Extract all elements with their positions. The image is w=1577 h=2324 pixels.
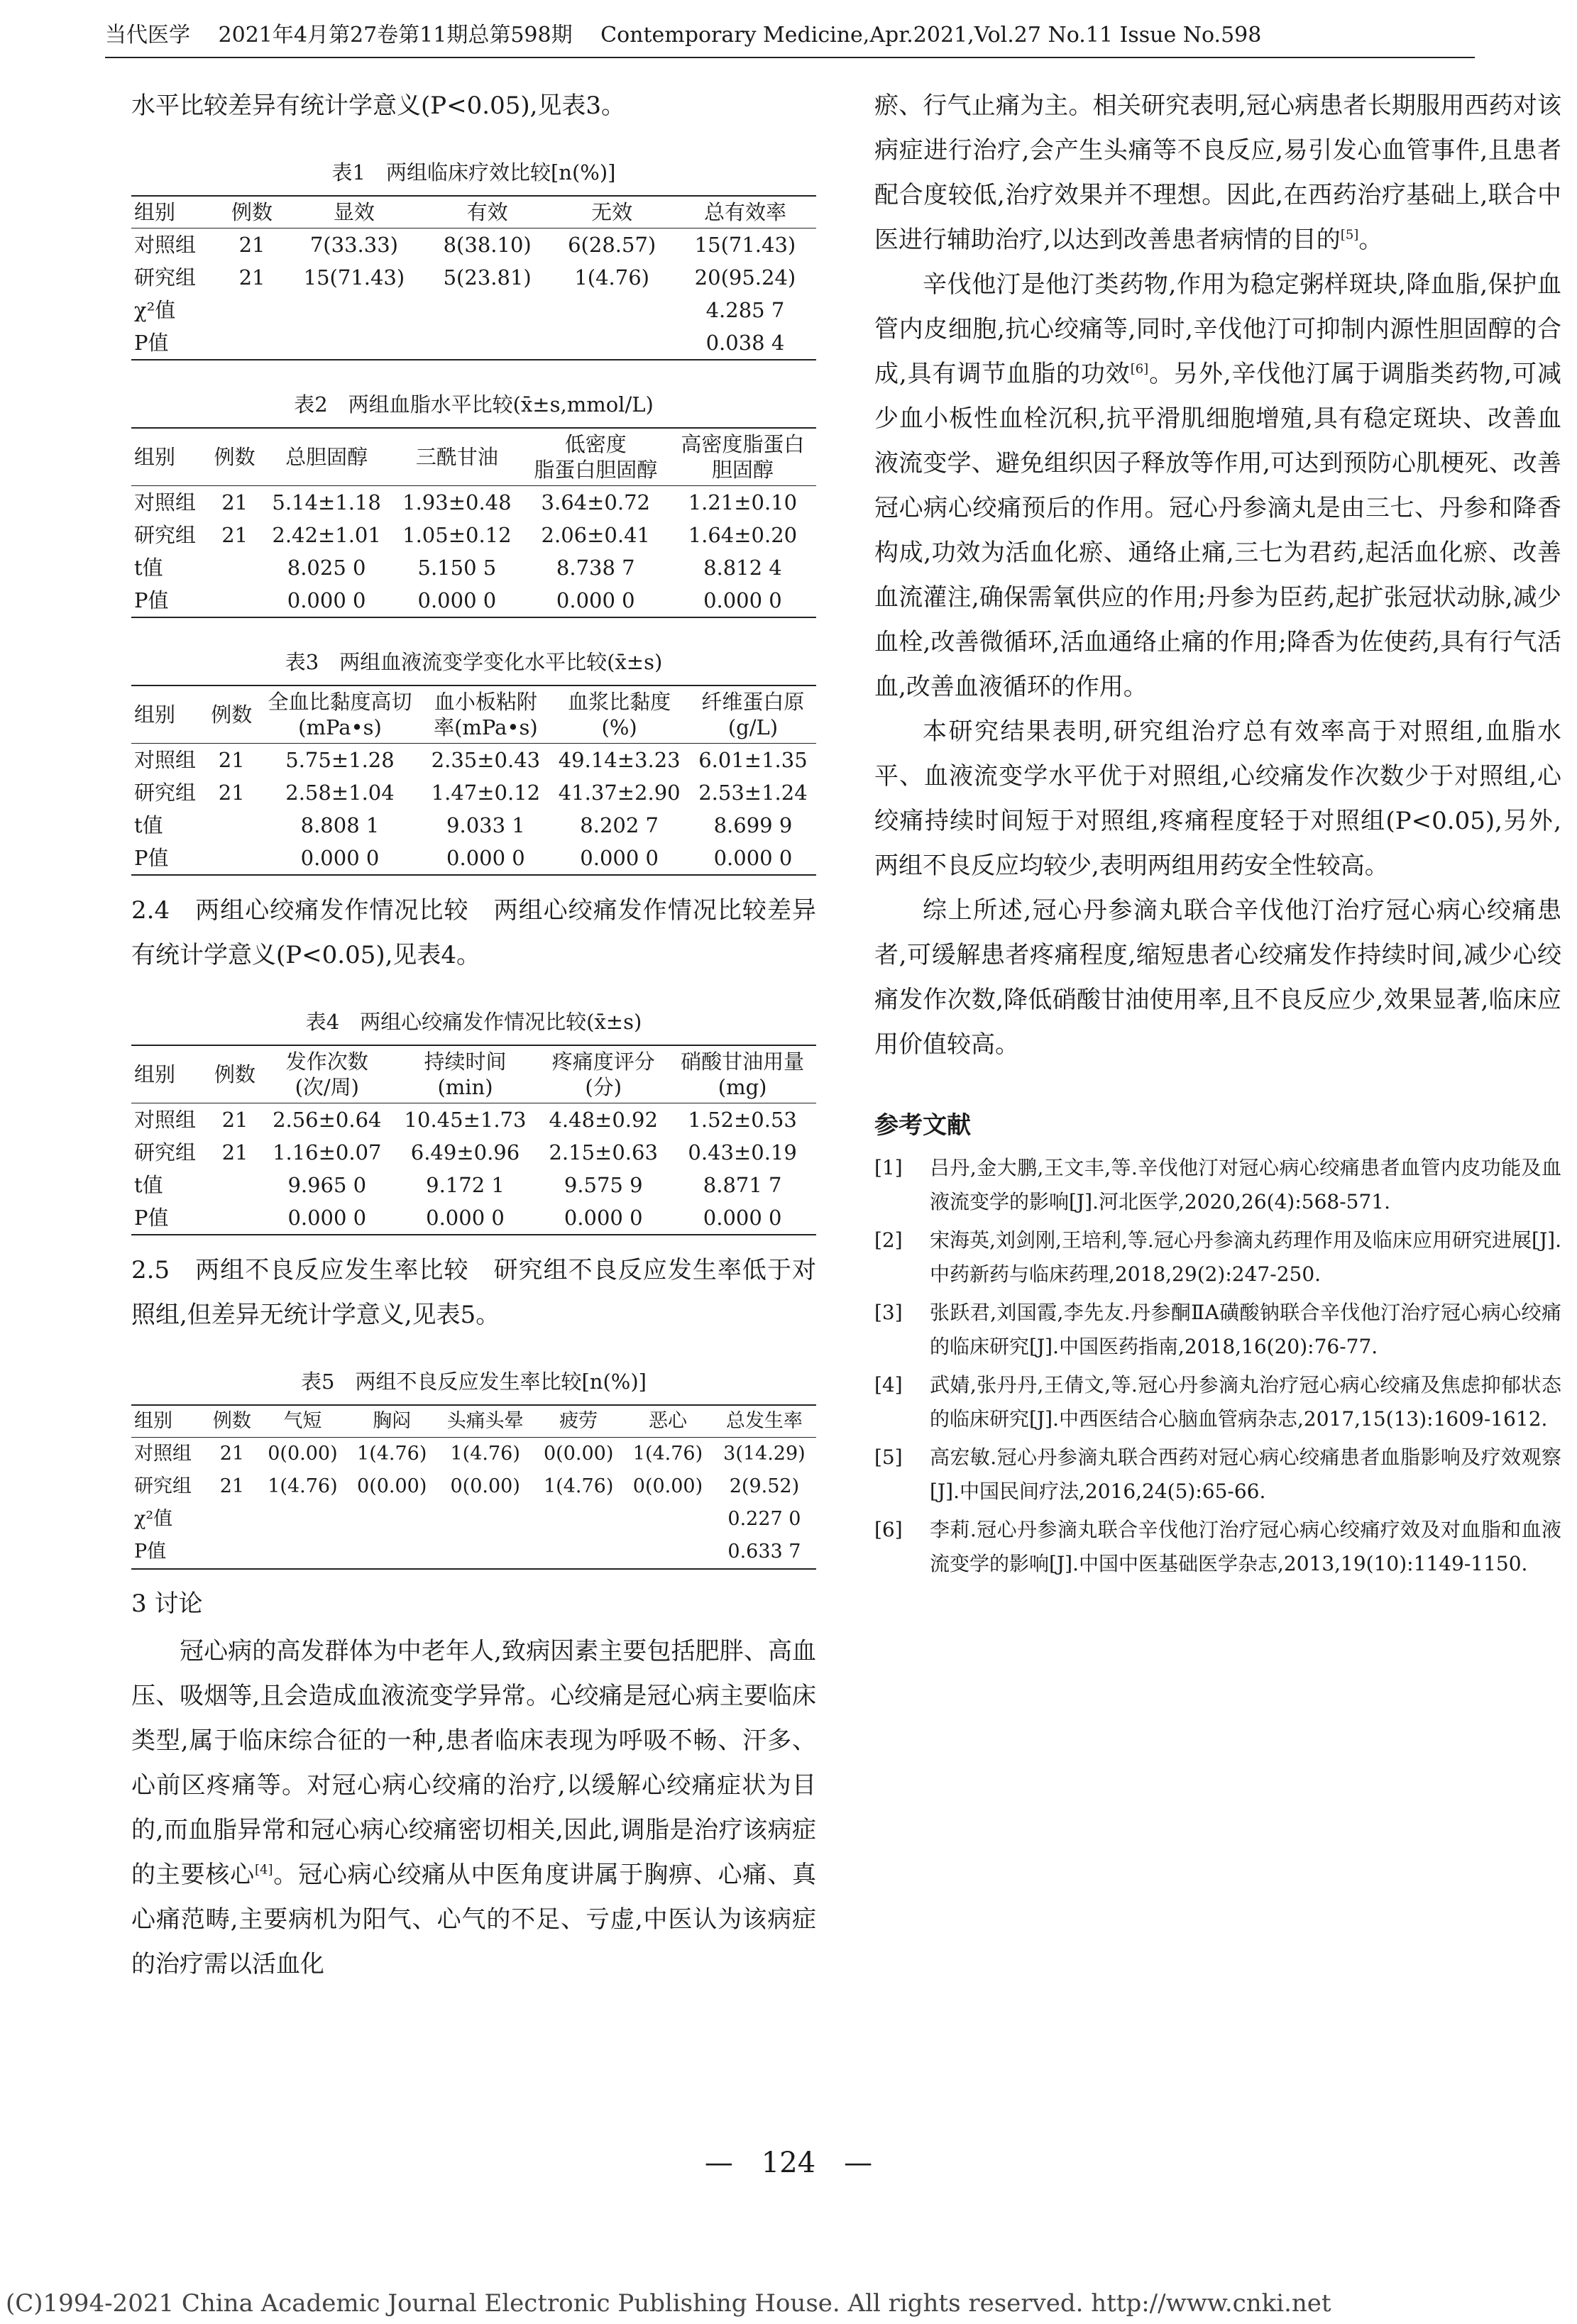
intro-paragraph: 水平比较差异有统计学意义(P<0.05),见表3。 <box>131 92 626 120</box>
table-header: 总发生率 <box>713 1405 816 1438</box>
table-cell: 21 <box>218 748 245 772</box>
reference-number: [5] <box>874 1445 903 1469</box>
table-cell: 7(33.33) <box>309 233 398 257</box>
table-cell: 8.738 7 <box>556 556 635 580</box>
table-row <box>131 1470 816 1503</box>
table-cell: 5.75±1.28 <box>285 748 395 772</box>
table2 <box>131 427 816 618</box>
table-cell: 0.000 0 <box>287 1206 367 1230</box>
left-column <box>131 84 816 1987</box>
table-row <box>131 228 816 262</box>
table-row <box>131 1136 816 1169</box>
simvastatin-paragraph: 辛伐他汀是他汀类药物,作用为稳定粥样斑块,降血脂,保护血管内皮细胞,抗心绞痛等,同时,辛伐他汀可抑制内源性胆固醇的合成,具有调节血脂的功效[6]。另外,辛伐他汀属于调脂类药物,可减少血小板性血栓沉积,抗平滑肌细胞增殖,具有稳定斑块、改善血液流变学、避免组织因子释放等作用,可达到预防心肌梗死、改善冠心病心绞痛预后的作用。冠心丹参滴丸是由三七、丹参和降香构成,功效为活血化瘀、通络止痛,三七为君药,起活血化瘀、改善血流灌注,确保需氧供应的作用;丹参为臣药,起扩张冠状动脉,减少血栓,改善微循环,活血通络止痛的作用;降香为佐使药,具有行气活血,改善血液循环的作用。 <box>874 270 1561 701</box>
table-cell: 21 <box>221 1108 248 1132</box>
table3 <box>131 685 816 876</box>
table-row <box>131 842 816 875</box>
table-cell: 15(71.43) <box>694 233 796 257</box>
table-header: 例数 <box>206 1405 258 1438</box>
table-cell: 8.812 4 <box>703 556 782 580</box>
table-header: 有效 <box>425 196 550 228</box>
citation-ref: [6] <box>1130 361 1149 377</box>
table2-caption: 表2 两组血脂水平比较(x̄±s,mmol/L) <box>294 392 654 417</box>
table-cell: 0.038 4 <box>705 331 785 355</box>
table-cell: P值 <box>134 1206 169 1230</box>
table-cell: 研究组 <box>134 265 197 290</box>
discussion-continued: 瘀、行气止痛为主。相关研究表明,冠心病患者长期服用西药对该病症进行治疗,会产生头痛等不良反应,易引发心血管事件,且患者配合度较低,治疗效果并不理想。因此,在西药治疗基础上,联合中医进行辅助治疗,以达到改善患者病情的目的[5]。 <box>874 92 1561 254</box>
reference-text: 宋海英,刘剑刚,王培利,等.冠心丹参滴丸药理作用及临床应用研究进展[J].中药新药与临床药理,2018,29(2):247-250. <box>930 1228 1561 1286</box>
table-header: 组别 <box>131 1405 206 1438</box>
reference-item <box>874 1513 1561 1581</box>
table-cell: 21 <box>219 1475 245 1497</box>
table-cell: 6(28.57) <box>568 233 656 257</box>
table3-header-row <box>131 685 816 744</box>
table-row <box>131 261 816 294</box>
table-cell: 研究组 <box>134 1140 197 1164</box>
table-header: 总胆固醇 <box>261 428 392 486</box>
reference-number: [1] <box>874 1156 903 1179</box>
citation-ref: [5] <box>1340 227 1359 243</box>
right-column <box>874 84 1561 1585</box>
table-cell: 1(4.76) <box>450 1443 520 1465</box>
table-cell: 0.000 0 <box>564 1206 643 1230</box>
reference-item <box>874 1223 1561 1292</box>
table5-header-row <box>131 1405 816 1438</box>
results-paragraph: 本研究结果表明,研究组治疗总有效率高于对照组,血脂水平、血液流变学水平优于对照组,心绞痛发作次数少于对照组,心绞痛持续时间短于对照组,疼痛程度轻于对照组(P<0.05),另外,两组不良反应均较少,表明两组用药安全性较高。 <box>874 717 1561 880</box>
table-header: 组别 <box>131 196 221 228</box>
reference-text: 吕丹,金大鹏,王文丰,等.辛伐他汀对冠心病心绞痛患者血管内皮功能及血液流变学的影响[J].河北医学,2020,26(4):568-571. <box>930 1156 1561 1213</box>
table-cell: t值 <box>134 556 163 580</box>
table-cell: 0.43±0.19 <box>688 1140 797 1164</box>
copyright-footer: (C)1994-2021 China Academic Journal Electronic Publishing House. All rights reserved. http://www.cnki.net <box>6 2289 1331 2318</box>
table-cell: 8.871 7 <box>703 1173 782 1197</box>
table-cell: P值 <box>134 331 169 355</box>
table-cell: 9.172 1 <box>426 1173 505 1197</box>
table-header: 高密度脂蛋白 胆固醇 <box>669 428 816 486</box>
table-row <box>131 1503 816 1536</box>
table-cell: 8.699 9 <box>713 813 793 837</box>
reference-number: [4] <box>874 1373 903 1397</box>
table-cell: 1.93±0.48 <box>402 490 512 514</box>
page-number: — 124 — <box>704 2147 873 2179</box>
table-header: 例数 <box>208 428 261 486</box>
table-header: 疼痛度评分 (分) <box>538 1045 669 1103</box>
table-cell: 0.000 0 <box>417 588 497 612</box>
table-row <box>131 294 816 326</box>
table-cell: 1.05±0.12 <box>402 523 512 547</box>
table-header: 显效 <box>283 196 425 228</box>
table4 <box>131 1045 816 1235</box>
table-cell: 2(9.52) <box>729 1475 800 1497</box>
table-cell <box>206 842 258 875</box>
reference-number: [3] <box>874 1301 903 1324</box>
table-cell: χ²值 <box>134 1508 173 1530</box>
table-header: 恶心 <box>623 1405 713 1438</box>
table-cell: 2.15±0.63 <box>549 1140 658 1164</box>
header-rule <box>105 57 1475 58</box>
table-row <box>131 1438 816 1471</box>
table1-caption: 表1 两组临床疗效比较[n(%)] <box>331 160 616 185</box>
table-row <box>131 326 816 360</box>
table-cell: 21 <box>221 523 248 547</box>
table-cell: 21 <box>218 781 245 805</box>
table-cell: 0(0.00) <box>268 1443 338 1465</box>
table-row <box>131 776 816 809</box>
table-cell: 0.000 0 <box>556 588 635 612</box>
conclusion-paragraph: 综上所述,冠心丹参滴丸联合辛伐他汀治疗冠心病心绞痛患者,可缓解患者疼痛程度,缩短患者心绞痛发作持续时间,减少心绞痛发作次数,降低硝酸甘油使用率,且不良反应少,效果显著,临床应用价值较高。 <box>874 896 1561 1059</box>
table-cell: 0.000 0 <box>300 846 380 870</box>
table-cell: 2.35±0.43 <box>431 748 541 772</box>
table-cell: 5.150 5 <box>417 556 497 580</box>
table-cell: 0.000 0 <box>287 588 366 612</box>
section-2-4-paragraph: 2.4 两组心绞痛发作情况比较 两组心绞痛发作情况比较差异有统计学意义(P<0.05),见表4。 <box>131 896 816 969</box>
table1 <box>131 195 816 360</box>
table2-header-row <box>131 428 816 486</box>
table-cell: 1.52±0.53 <box>688 1108 797 1132</box>
table-cell: P值 <box>134 846 169 870</box>
table-cell: 2.42±1.01 <box>272 523 381 547</box>
reference-text: 张跃君,刘国霞,李先友.丹参酮ⅡA磺酸钠联合辛伐他汀治疗冠心病心绞痛的临床研究[J].中国医药指南,2018,16(20):76-77. <box>930 1301 1561 1358</box>
table-cell: 10.45±1.73 <box>404 1108 527 1132</box>
table-cell <box>208 1201 261 1235</box>
reference-text: 高宏敏.冠心丹参滴丸联合西药对冠心病心绞痛患者血脂影响及疗效观察[J].中国民间疗法,2016,24(5):65-66. <box>930 1445 1561 1503</box>
table-header: 胸闷 <box>347 1405 436 1438</box>
reference-item <box>874 1368 1561 1436</box>
section-3-title: 3 讨论 <box>131 1590 203 1618</box>
table-header: 三酰甘油 <box>392 428 522 486</box>
table3-caption: 表3 两组血液流变学变化水平比较(x̄±s) <box>285 650 663 674</box>
table-cell: 1(4.76) <box>268 1475 338 1497</box>
citation-ref: [4] <box>254 1862 273 1878</box>
table-header: 例数 <box>206 685 258 744</box>
running-header <box>105 16 1475 55</box>
table-cell: 5.14±1.18 <box>272 490 381 514</box>
table5 <box>131 1404 816 1570</box>
table-cell: 0.000 0 <box>703 1206 782 1230</box>
table-cell: 20(95.24) <box>694 265 796 290</box>
table-header: 组别 <box>131 428 208 486</box>
table-cell: 对照组 <box>134 1108 197 1132</box>
table-header: 低密度 脂蛋白胆固醇 <box>522 428 669 486</box>
table-header: 疲劳 <box>534 1405 623 1438</box>
table-cell: t值 <box>134 813 163 837</box>
table-cell: 8(38.10) <box>443 233 532 257</box>
table4-caption: 表4 两组心绞痛发作情况比较(x̄±s) <box>305 1010 642 1034</box>
table-cell: 9.965 0 <box>287 1173 367 1197</box>
table-cell: χ²值 <box>134 298 176 322</box>
table5-caption: 表5 两组不良反应发生率比较[n(%)] <box>301 1370 647 1394</box>
reference-text: 李莉.冠心丹参滴丸联合辛伐他汀治疗冠心病心绞痛疗效及对血脂和血液流变学的影响[J].中国中医基础医学杂志,2013,19(10):1149-1150. <box>930 1518 1561 1575</box>
table-cell: 0(0.00) <box>632 1475 703 1497</box>
table-row <box>131 584 816 617</box>
table-cell: 9.575 9 <box>564 1173 643 1197</box>
table-header: 硝酸甘油用量 (mg) <box>669 1045 816 1103</box>
table-cell: 0.000 0 <box>713 846 793 870</box>
table-header: 例数 <box>208 1045 261 1103</box>
table-cell: P值 <box>134 1541 167 1563</box>
table-cell: 0.000 0 <box>703 588 782 612</box>
table-cell: 对照组 <box>134 1443 192 1465</box>
section-2-5-paragraph: 2.5 两组不良反应发生率比较 研究组不良反应发生率低于对照组,但差异无统计学意义,见表5。 <box>131 1256 816 1329</box>
references-title: 参考文献 <box>874 1111 971 1140</box>
reference-item <box>874 1151 1561 1219</box>
table-row <box>131 809 816 842</box>
table-cell: P值 <box>134 588 169 612</box>
table-cell: 0(0.00) <box>450 1475 520 1497</box>
table-cell: 2.56±0.64 <box>273 1108 382 1132</box>
table-cell: 8.808 1 <box>300 813 380 837</box>
table-cell: 21 <box>221 1140 248 1164</box>
table-cell: 41.37±2.90 <box>558 781 681 805</box>
table-header: 血小板粘附 率(mPa•s) <box>422 685 549 744</box>
table-cell: 21 <box>238 233 265 257</box>
table-cell: 0.000 0 <box>446 846 525 870</box>
table-header: 组别 <box>131 685 206 744</box>
discussion-paragraph: 冠心病的高发群体为中老年人,致病因素主要包括肥胖、高血压、吸烟等,且会造成血液流变学异常。心绞痛是冠心病主要临床类型,属于临床综合征的一种,患者临床表现为呼吸不畅、汗多、心前区疼痛等。对冠心病心绞痛的治疗,以缓解心绞痛症状为目的,而血脂异常和冠心病心绞痛密切相关,因此,调脂是治疗该病症的主要核心[4]。冠心病心绞痛从中医角度讲属于胸痹、心痛、真心痛范畴,主要病机为阳气、心气的不足、亏虚,中医认为该病症的治疗需以活血化 <box>131 1637 817 1978</box>
table-row <box>131 744 816 777</box>
table-header: 无效 <box>549 196 674 228</box>
table-header: 血浆比黏度 (%) <box>549 685 689 744</box>
table-cell: 1.21±0.10 <box>688 490 798 514</box>
table-header: 头痛头晕 <box>436 1405 534 1438</box>
table-row <box>131 1103 816 1137</box>
table-header: 组别 <box>131 1045 208 1103</box>
table-cell: 0.227 0 <box>727 1508 801 1530</box>
table-cell: 6.49±0.96 <box>410 1140 520 1164</box>
table-cell: 对照组 <box>134 233 197 257</box>
table-cell: 0.633 7 <box>727 1541 801 1563</box>
table-row <box>131 551 816 584</box>
table-cell: t值 <box>134 1173 163 1197</box>
table-cell: 1.47±0.12 <box>431 781 541 805</box>
table-cell: 9.033 1 <box>446 813 525 837</box>
table-cell: 21 <box>238 265 265 290</box>
issue-info-cn: 2021年4月第27卷第11期总第598期 <box>218 23 573 48</box>
references-list <box>874 1151 1561 1581</box>
table-cell: 1.16±0.07 <box>273 1140 382 1164</box>
table-cell: 21 <box>219 1443 245 1465</box>
table-cell: 2.58±1.04 <box>285 781 395 805</box>
table-row <box>131 519 816 551</box>
table-cell: 研究组 <box>134 1475 192 1497</box>
table4-header-row <box>131 1045 816 1103</box>
reference-item <box>874 1441 1561 1509</box>
table-cell: 4.48±0.92 <box>549 1108 658 1132</box>
table-cell: 6.01±1.35 <box>698 748 808 772</box>
table-header: 气短 <box>258 1405 348 1438</box>
reference-number: [2] <box>874 1228 903 1252</box>
table-cell: 0.000 0 <box>580 846 659 870</box>
table-cell: 1(4.76) <box>543 1475 614 1497</box>
table-cell: 对照组 <box>134 490 197 514</box>
reference-item <box>874 1296 1561 1364</box>
table-cell <box>208 551 261 584</box>
reference-text: 武婧,张丹丹,王倩文,等.冠心丹参滴丸治疗冠心病心绞痛及焦虑抑郁状态的临床研究[J].中西医结合心脑血管病杂志,2017,15(13):1609-1612. <box>930 1373 1561 1431</box>
table-cell <box>208 584 261 617</box>
table-cell: 2.06±0.41 <box>541 523 650 547</box>
table-header: 全血比黏度高切 (mPa•s) <box>258 685 423 744</box>
reference-number: [6] <box>874 1518 903 1541</box>
table-cell: 1(4.76) <box>632 1443 703 1465</box>
table-cell: 0(0.00) <box>543 1443 614 1465</box>
table-header: 发作次数 (次/周) <box>262 1045 392 1103</box>
table-cell: 21 <box>221 490 248 514</box>
table-cell: 5(23.81) <box>443 265 532 290</box>
table-cell: 1.64±0.20 <box>688 523 798 547</box>
table-cell: 4.285 7 <box>705 298 785 322</box>
table-cell: 3.64±0.72 <box>541 490 650 514</box>
table-cell: 研究组 <box>134 523 197 547</box>
table-cell: 15(71.43) <box>303 265 405 290</box>
table-header: 纤维蛋白原 (g/L) <box>690 685 816 744</box>
table-cell: 0(0.00) <box>357 1475 427 1497</box>
table-cell: 3(14.29) <box>723 1443 806 1465</box>
table-cell: 8.025 0 <box>287 556 366 580</box>
table-row <box>131 486 816 519</box>
table-row <box>131 1201 816 1235</box>
table1-header-row <box>131 196 816 228</box>
journal-name: 当代医学 <box>105 23 190 48</box>
table-cell: 8.202 7 <box>580 813 659 837</box>
table-cell <box>206 809 258 842</box>
table-cell: 1(4.76) <box>357 1443 427 1465</box>
table-header: 例数 <box>221 196 283 228</box>
table-cell: 0.000 0 <box>426 1206 505 1230</box>
table-cell: 研究组 <box>134 781 197 805</box>
table-cell: 对照组 <box>134 748 197 772</box>
table-cell: 1(4.76) <box>574 265 649 290</box>
table-header: 总有效率 <box>674 196 816 228</box>
table-row <box>131 1536 816 1569</box>
table-cell: 2.53±1.24 <box>698 781 808 805</box>
table-cell <box>208 1169 261 1201</box>
table-row <box>131 1169 816 1201</box>
table-header: 持续时间 (min) <box>392 1045 538 1103</box>
table-cell: 49.14±3.23 <box>558 748 681 772</box>
issue-info-en: Contemporary Medicine,Apr.2021,Vol.27 No.11 Issue No.598 <box>600 23 1262 48</box>
